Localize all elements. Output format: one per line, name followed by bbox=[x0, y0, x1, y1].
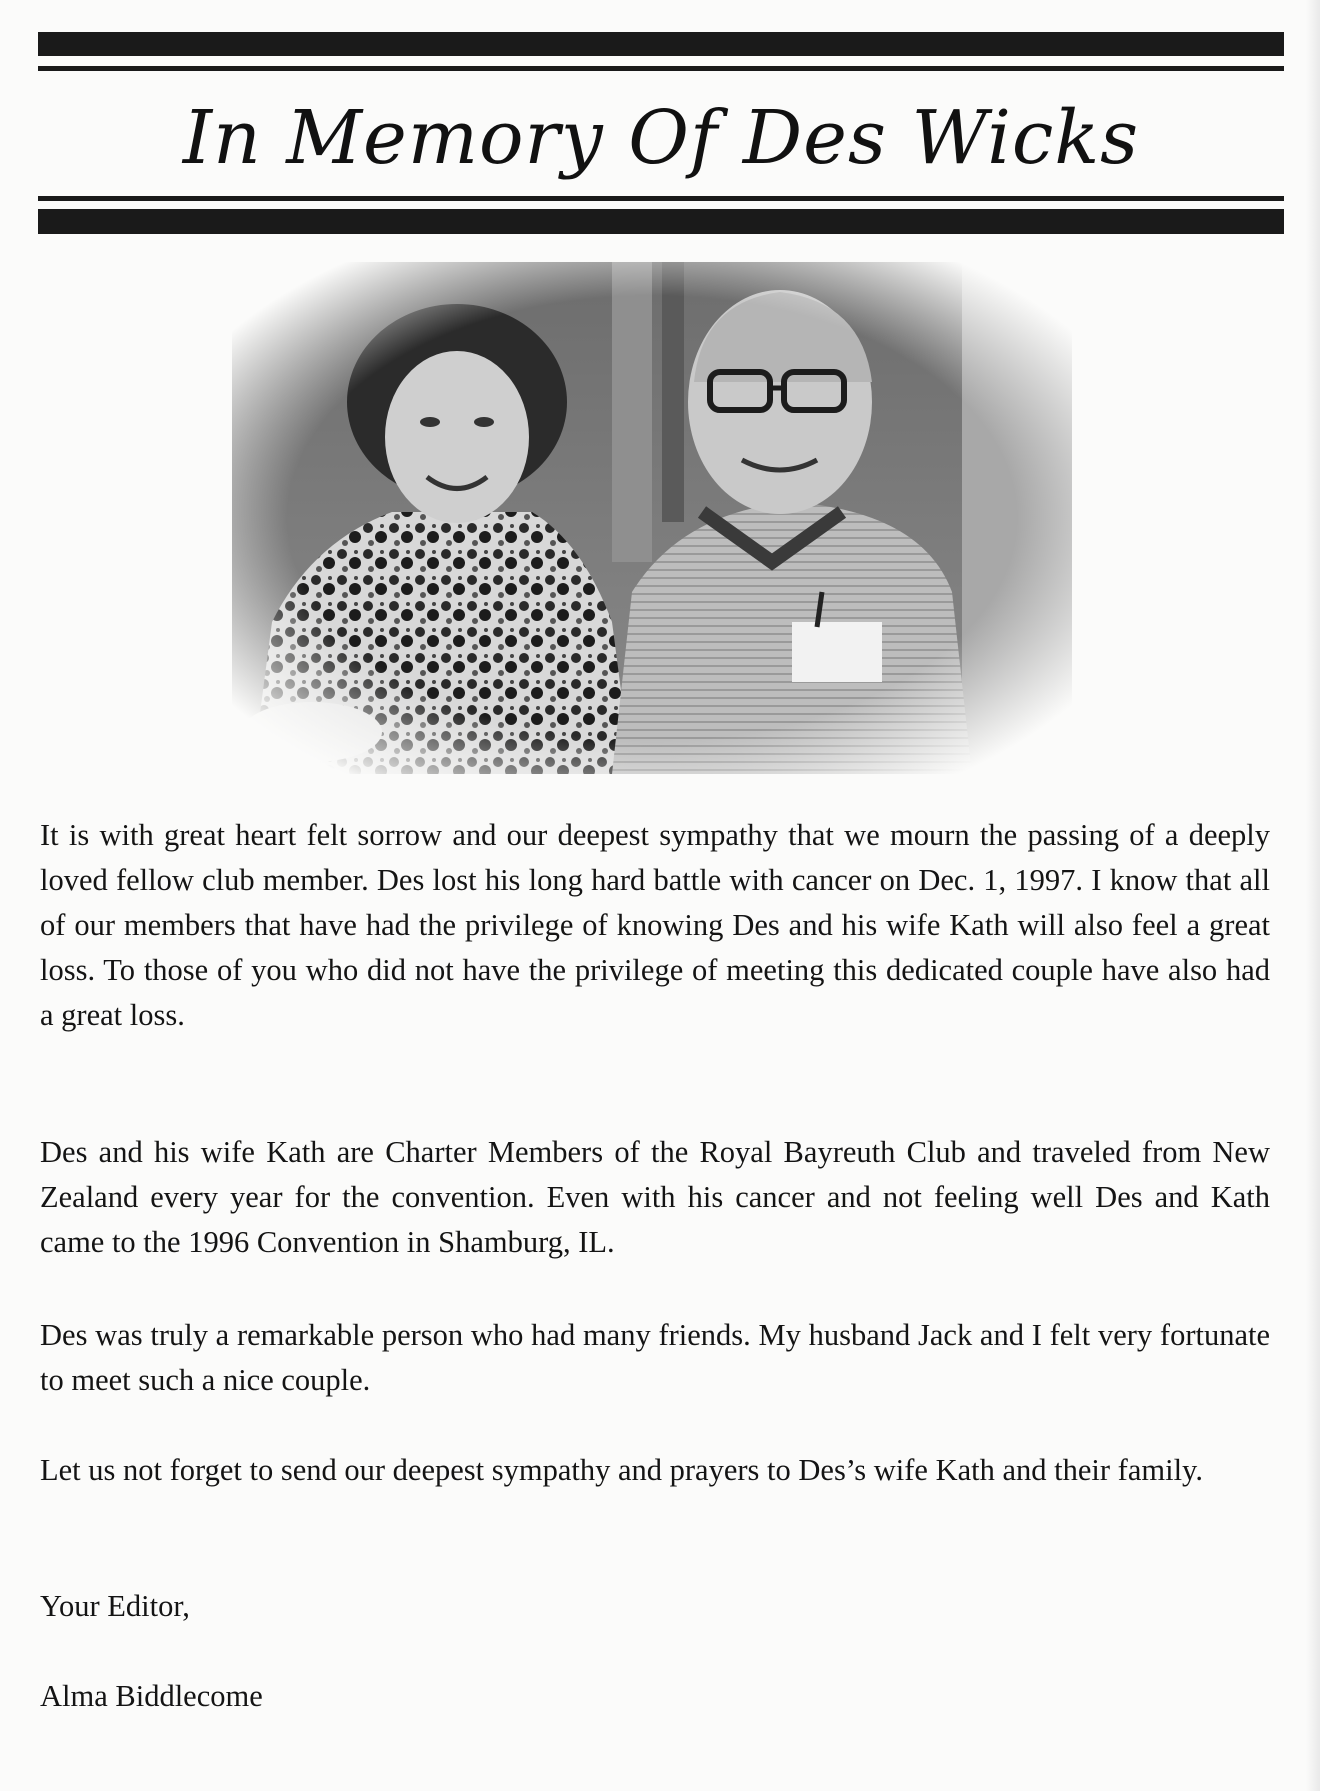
memorial-photo bbox=[232, 262, 1072, 774]
paragraph-charter-members: Des and his wife Kath are Charter Members of the Royal Bayreuth Club and traveled from New Zealand every year for the convention. Even with his cancer and not feeling well Des and Kath came to the 1996 Convention in Shamburg, IL. bbox=[40, 1135, 1270, 1259]
portrait-photo-icon bbox=[232, 262, 1072, 774]
paragraph-sorrow: It is with great heart felt sorrow and our deepest sympathy that we mourn the passing of a deeply loved fellow club member. Des lost his long hard battle with cancer on Dec. 1, 1997. I know that all of our members that have had the privilege of knowing Des and his wife Kath will also feel a great loss. To those of you who did not have the privilege of meeting this dedicated couple have also had a great loss. bbox=[40, 818, 1270, 1032]
header-rule-top-thin bbox=[38, 66, 1284, 71]
scan-edge bbox=[1306, 0, 1320, 1791]
signature-closing: Your Editor, bbox=[40, 1589, 190, 1623]
page-title: In Memory Of Des Wicks bbox=[182, 95, 1140, 181]
paragraph-sympathy: Let us not forget to send our deepest sympathy and prayers to Des’s wife Kath and their family. bbox=[40, 1453, 1203, 1487]
header-rule-bottom-thick bbox=[38, 209, 1284, 234]
header-rule-bottom-thin bbox=[38, 196, 1284, 201]
header-rule-top-thick bbox=[38, 32, 1284, 56]
signature-name: Alma Biddlecome bbox=[40, 1679, 263, 1713]
paragraph-remarkable-person: Des was truly a remarkable person who had many friends. My husband Jack and I felt very fortunate to meet such a nice couple. bbox=[40, 1318, 1270, 1397]
